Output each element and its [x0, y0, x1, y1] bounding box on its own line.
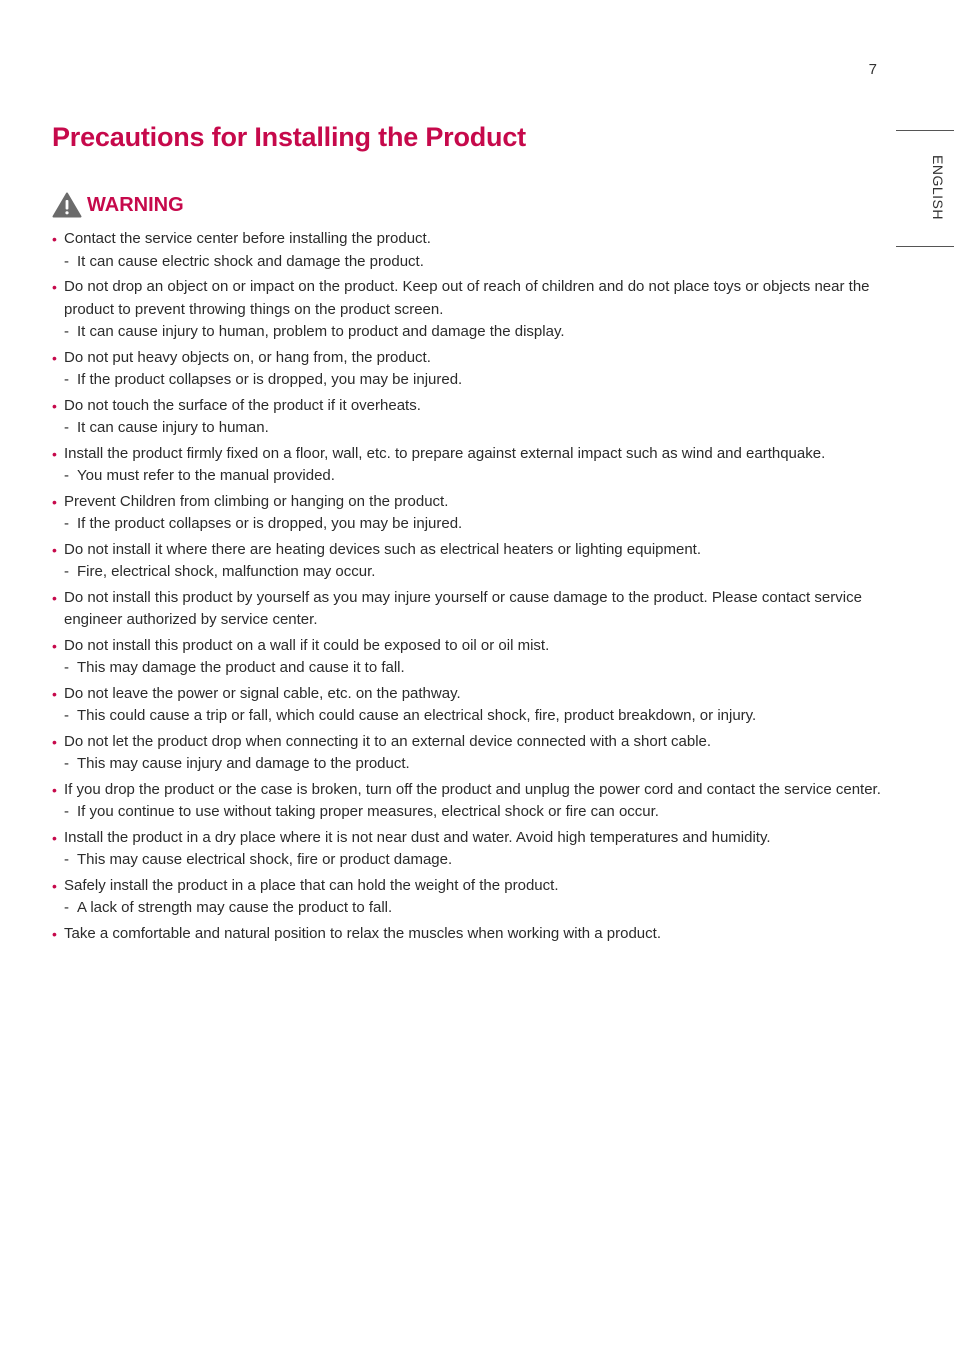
- list-item: [52, 635, 882, 680]
- bullet-icon: •: [52, 445, 57, 462]
- bullet-icon: •: [52, 349, 57, 366]
- sub-item: [64, 369, 882, 392]
- list-item: [52, 731, 882, 776]
- sub-item: [64, 321, 882, 344]
- sub-item-text: A lack of strength may cause the product to fall.: [77, 899, 393, 916]
- list-item: [52, 491, 882, 536]
- dash-marker: -: [64, 803, 69, 820]
- sub-item-text: If you continue to use without taking proper measures, electrical shock or fire can occur.: [77, 803, 659, 820]
- list-item: [52, 443, 882, 488]
- bullet-icon: •: [52, 829, 57, 846]
- bullet-icon: •: [52, 925, 57, 942]
- list-item: [52, 539, 882, 584]
- dash-marker: -: [64, 899, 69, 916]
- dash-marker: -: [64, 659, 69, 676]
- item-text: If you drop the product or the case is broken, turn off the product and unplug the power cord and contact the service center.: [64, 780, 881, 798]
- bullet-icon: •: [52, 733, 57, 750]
- bullet-icon: •: [52, 685, 57, 702]
- list-item: [52, 395, 882, 440]
- bullet-icon: •: [52, 493, 57, 510]
- sub-item-text: It can cause injury to human, problem to product and damage the display.: [77, 323, 565, 340]
- bullet-icon: •: [52, 397, 57, 414]
- list-item: [52, 587, 882, 632]
- bullet-icon: •: [52, 589, 57, 606]
- dash-marker: -: [64, 563, 69, 580]
- warning-header: [52, 190, 184, 220]
- sub-item-text: Fire, electrical shock, malfunction may occur.: [77, 563, 376, 580]
- page-title: Precautions for Installing the Product: [52, 122, 526, 152]
- sub-item-text: This may cause injury and damage to the product.: [77, 755, 410, 772]
- list-item: [52, 779, 882, 824]
- item-text: Take a comfortable and natural position to relax the muscles when working with a product.: [64, 924, 661, 942]
- list-item: [52, 875, 882, 920]
- sub-item: [64, 849, 882, 872]
- sub-item: [64, 417, 882, 440]
- sub-item: [64, 251, 882, 274]
- sub-item-text: It can cause injury to human.: [77, 419, 269, 436]
- item-text: Do not leave the power or signal cable, etc. on the pathway.: [64, 684, 461, 702]
- dash-marker: -: [64, 707, 69, 724]
- sub-item: [64, 561, 882, 584]
- item-text: Prevent Children from climbing or hanging on the product.: [64, 492, 449, 510]
- sub-item-text: You must refer to the manual provided.: [77, 467, 335, 484]
- bullet-icon: •: [52, 877, 57, 894]
- list-item: [52, 228, 882, 273]
- sub-item-text: If the product collapses or is dropped, you may be injured.: [77, 371, 463, 388]
- page-number: 7: [868, 61, 877, 78]
- dash-marker: -: [64, 851, 69, 868]
- sub-item-text: This may damage the product and cause it to fall.: [77, 659, 405, 676]
- item-text: Do not install this product by yourself as you may injure yourself or cause damage to the product. Please contact service engineer authorized by service center.: [64, 588, 862, 628]
- dash-marker: -: [64, 755, 69, 772]
- item-text: Do not touch the surface of the product if it overheats.: [64, 396, 421, 414]
- language-tab: [896, 130, 954, 247]
- dash-marker: -: [64, 467, 69, 484]
- sub-item-text: It can cause electric shock and damage the product.: [77, 252, 424, 270]
- dash-marker: -: [64, 515, 69, 532]
- sub-item: [64, 513, 882, 536]
- bullet-icon: •: [52, 279, 57, 295]
- item-text: Do not install this product on a wall if it could be exposed to oil or oil mist.: [64, 636, 550, 654]
- item-text: Contact the service center before installing the product.: [64, 230, 431, 247]
- warning-label: WARNING: [87, 193, 184, 216]
- list-item: [52, 923, 882, 946]
- item-text: Safely install the product in a place that can hold the weight of the product.: [64, 876, 559, 894]
- sub-item-text: This could cause a trip or fall, which could cause an electrical shock, fire, product breakdown, or injury.: [77, 707, 757, 724]
- warning-list: [52, 228, 882, 948]
- sub-item: [64, 897, 882, 920]
- language-tab-label: ENGLISH: [930, 155, 946, 220]
- dash-marker: -: [64, 371, 69, 388]
- bullet-icon: •: [52, 637, 57, 654]
- item-text: Do not install it where there are heating devices such as electrical heaters or lighting equipment.: [64, 540, 702, 558]
- dash-marker: -: [64, 419, 69, 436]
- list-item: [52, 683, 882, 728]
- sub-item-text: If the product collapses or is dropped, you may be injured.: [77, 515, 463, 532]
- item-text: Install the product in a dry place where it is not near dust and water. Avoid high temperatures and humidity.: [64, 828, 771, 846]
- dash-marker: -: [64, 323, 69, 340]
- bullet-icon: •: [52, 541, 57, 558]
- dash-marker: -: [64, 252, 69, 270]
- item-text: Do not drop an object on or impact on the product. Keep out of reach of children and do not place toys or objects near the product to prevent throwing things on the product screen.: [64, 278, 870, 318]
- sub-item: [64, 465, 882, 488]
- sub-item: [64, 801, 882, 824]
- warning-triangle-icon: [52, 192, 82, 218]
- sub-item-text: This may cause electrical shock, fire or product damage.: [77, 851, 453, 868]
- item-text: Do not put heavy objects on, or hang from, the product.: [64, 348, 431, 366]
- sub-item: [64, 753, 882, 776]
- item-text: Install the product firmly fixed on a floor, wall, etc. to prepare against external impact such as wind and earthquake.: [64, 444, 826, 462]
- bullet-icon: •: [52, 781, 57, 798]
- list-item: [52, 276, 882, 344]
- sub-item: [64, 705, 882, 728]
- list-item: [52, 827, 882, 872]
- item-text: Do not let the product drop when connecting it to an external device connected with a short cable.: [64, 732, 712, 750]
- bullet-icon: •: [52, 231, 57, 247]
- sub-item: [64, 657, 882, 680]
- list-item: [52, 347, 882, 392]
